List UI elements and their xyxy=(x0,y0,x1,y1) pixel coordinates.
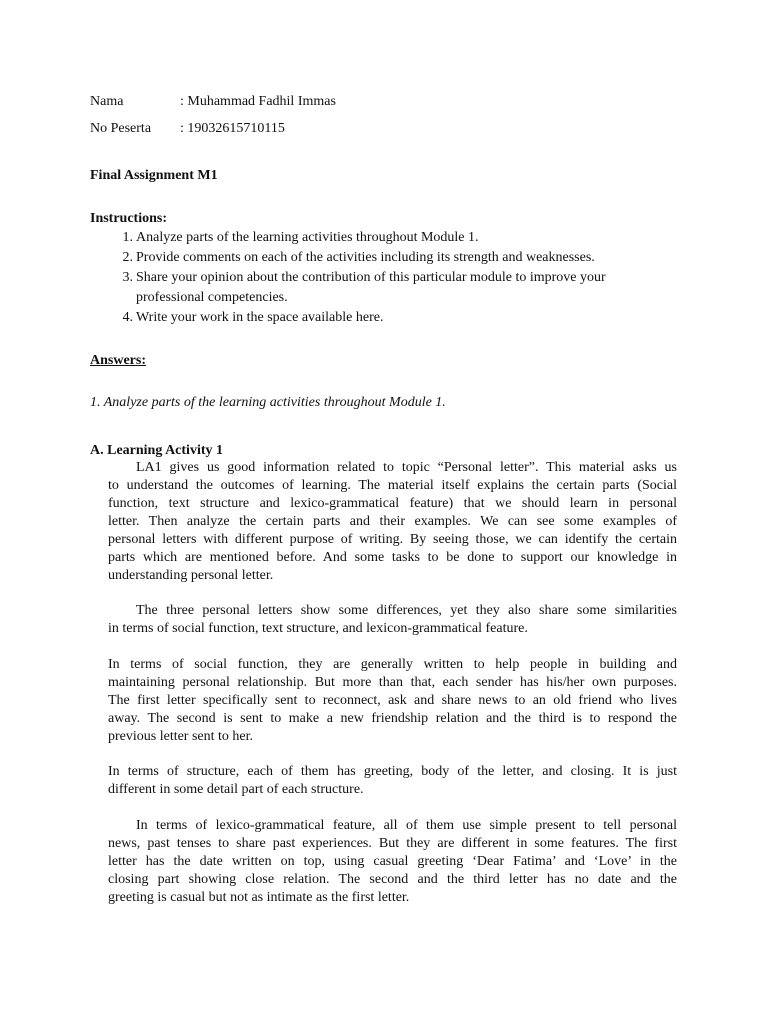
instruction-number: 1. xyxy=(122,230,133,245)
paragraph-line: In terms of social function, they are generally written to help people in building and xyxy=(108,657,677,672)
question-heading: 1. Analyze parts of the learning activities throughout Module 1. xyxy=(90,395,446,410)
instruction-item: Share your opinion about the contribution of this particular module to improve your xyxy=(136,270,606,285)
instruction-number: 2. xyxy=(122,250,133,265)
id-label: No Peserta xyxy=(90,121,152,136)
paragraph-line: different in some detail part of each structure. xyxy=(108,782,364,797)
paragraph-line: letter has the date written on top, using casual greeting ‘Dear Fatima’ and ‘Love’ in the xyxy=(108,854,677,869)
assignment-title: Final Assignment M1 xyxy=(90,168,218,183)
paragraph-line: understanding personal letter. xyxy=(108,568,274,583)
instruction-item: Provide comments on each of the activities including its strength and weaknesses. xyxy=(136,250,595,265)
section-heading: A. Learning Activity 1 xyxy=(90,443,223,458)
instruction-number: 3. xyxy=(122,270,133,285)
paragraph-line: previous letter sent to her. xyxy=(108,729,254,744)
paragraph-line: away. The second is sent to make a new friendship relation and the third is to respond the xyxy=(108,711,677,726)
paragraph-line: The three personal letters show some differences, yet they also share some similarities xyxy=(136,603,677,618)
paragraph-line: closing part showing close relation. The second and the third letter has no date and the xyxy=(108,872,677,887)
paragraph-line: news, past tenses to share past experiences. But they are different in some features. The first xyxy=(108,836,677,851)
paragraph-line: letter. Then analyze the certain parts and their examples. We can see some examples of xyxy=(108,514,677,529)
paragraph-line: maintaining personal relationship. But more than that, each sender has his/her own purposes. xyxy=(108,675,677,690)
paragraph-line: greeting is casual but not as intimate as the first letter. xyxy=(108,890,410,905)
paragraph-line: LA1 gives us good information related to topic “Personal letter”. This material asks us xyxy=(136,460,677,475)
instruction-item: Analyze parts of the learning activities throughout Module 1. xyxy=(136,230,479,245)
id-value: : 19032615710115 xyxy=(180,121,285,136)
instruction-number: 4. xyxy=(122,310,133,325)
instructions-heading: Instructions: xyxy=(90,211,168,226)
paragraph-line: in terms of social function, text structure, and lexicon-grammatical feature. xyxy=(108,621,528,636)
paragraph-line: function, text structure and lexico-grammatical feature) that we should learn in personal xyxy=(108,496,677,511)
instruction-item: Write your work in the space available here. xyxy=(136,310,384,325)
paragraph-line: In terms of lexico-grammatical feature, all of them use simple present to tell personal xyxy=(136,818,677,833)
name-value: : Muhammad Fadhil Immas xyxy=(180,94,336,109)
paragraph-line: personal letters with different purpose of writing. By seeing those, we can identify the certain xyxy=(108,532,677,547)
paragraph-line: parts which are mentioned before. And some tasks to be done to support our knowledge in xyxy=(108,550,677,565)
paragraph-line: The first letter specifically sent to reconnect, ask and share news to an old friend who lives xyxy=(108,693,677,708)
paragraph-line: to understand the outcomes of learning. The material itself explains the certain parts (Social xyxy=(108,478,677,493)
name-label: Nama xyxy=(90,94,124,109)
instruction-item-continued: professional competencies. xyxy=(136,290,288,305)
paragraph-line: In terms of structure, each of them has greeting, body of the letter, and closing. It is just xyxy=(108,764,677,779)
answers-heading: Answers: xyxy=(90,353,146,368)
